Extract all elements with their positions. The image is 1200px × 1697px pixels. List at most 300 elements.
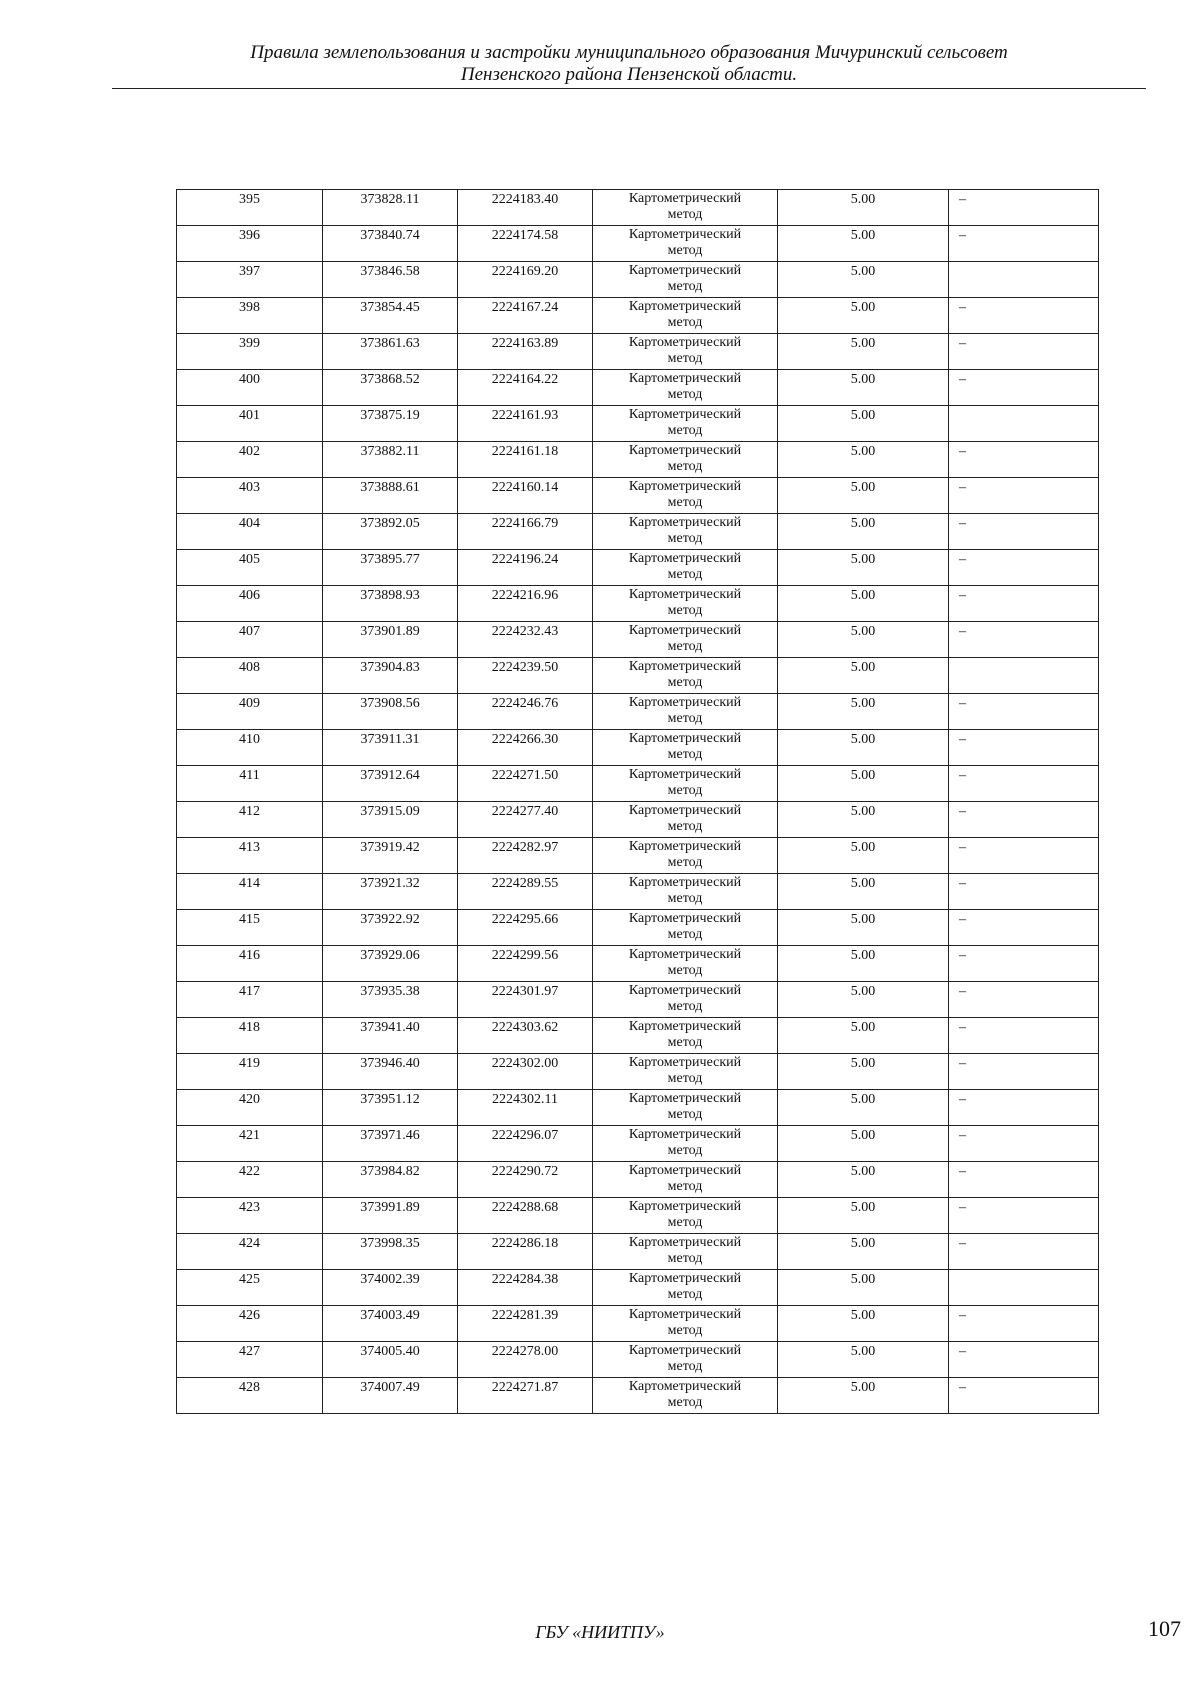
header-line-2: Пензенского района Пензенской области. [460, 64, 798, 85]
note-cell: – [949, 370, 1099, 406]
method-line-2: метод [667, 963, 703, 978]
table-row [177, 694, 1099, 730]
method-line-2: метод [667, 531, 703, 546]
method-line-2: метод [667, 1143, 703, 1158]
point-number-cell: 406 [177, 586, 323, 622]
point-number-cell: 395 [177, 190, 323, 226]
method-cell [593, 1126, 778, 1162]
x-coordinate-cell: 373901.89 [323, 622, 458, 658]
accuracy-cell: 5.00 [778, 874, 949, 910]
table-row [177, 658, 1099, 694]
note-cell: – [949, 838, 1099, 874]
x-coordinate-cell: 373868.52 [323, 370, 458, 406]
x-coordinate-cell: 373892.05 [323, 514, 458, 550]
note-cell: – [949, 550, 1099, 586]
x-coordinate-cell: 373912.64 [323, 766, 458, 802]
method-cell [593, 442, 778, 478]
accuracy-cell: 5.00 [778, 586, 949, 622]
method-line-2: метод [667, 459, 703, 474]
method-cell [593, 622, 778, 658]
point-number-cell: 425 [177, 1270, 323, 1306]
footer-organization: ГБУ «НИИТПУ» [535, 1622, 665, 1642]
note-cell: – [949, 1018, 1099, 1054]
method-line-2: метод [667, 495, 703, 510]
point-number-cell: 413 [177, 838, 323, 874]
method-line-1: Картометрический [628, 911, 742, 926]
point-number-cell: 423 [177, 1198, 323, 1234]
method-line-1: Картометрический [628, 695, 742, 710]
header-line-1: Правила землепользования и застройки муниципального образования Мичуринский сельсовет [250, 42, 1008, 63]
accuracy-cell: 5.00 [778, 442, 949, 478]
point-number-cell: 411 [177, 766, 323, 802]
table-row [177, 334, 1099, 370]
x-coordinate-cell: 373998.35 [323, 1234, 458, 1270]
table-row [177, 298, 1099, 334]
method-line-1: Картометрический [628, 1019, 742, 1034]
method-line-2: метод [667, 1323, 703, 1338]
point-number-cell: 404 [177, 514, 323, 550]
method-cell [593, 874, 778, 910]
method-line-1: Картометрический [628, 947, 742, 962]
note-cell [949, 658, 1099, 694]
accuracy-cell: 5.00 [778, 262, 949, 298]
method-cell [593, 1090, 778, 1126]
method-line-2: метод [667, 387, 703, 402]
accuracy-cell: 5.00 [778, 1270, 949, 1306]
point-number-cell: 399 [177, 334, 323, 370]
x-coordinate-cell: 373840.74 [323, 226, 458, 262]
method-line-1: Картометрический [628, 1307, 742, 1322]
method-line-1: Картометрический [628, 515, 742, 530]
method-line-2: метод [667, 351, 703, 366]
accuracy-cell: 5.00 [778, 838, 949, 874]
method-line-2: метод [667, 1359, 703, 1374]
note-cell: – [949, 1090, 1099, 1126]
table-row [177, 766, 1099, 802]
method-line-1: Картометрический [628, 839, 742, 854]
note-cell: – [949, 1054, 1099, 1090]
point-number-cell: 419 [177, 1054, 323, 1090]
point-number-cell: 420 [177, 1090, 323, 1126]
method-line-1: Картометрический [628, 803, 742, 818]
method-cell [593, 1198, 778, 1234]
y-coordinate-cell: 2224295.66 [458, 910, 593, 946]
note-cell: – [949, 622, 1099, 658]
method-cell [593, 298, 778, 334]
method-line-1: Картометрический [628, 1199, 742, 1214]
y-coordinate-cell: 2224271.87 [458, 1378, 593, 1414]
table-row [177, 406, 1099, 442]
x-coordinate-cell: 374002.39 [323, 1270, 458, 1306]
x-coordinate-cell: 373882.11 [323, 442, 458, 478]
note-cell: – [949, 442, 1099, 478]
x-coordinate-cell: 373875.19 [323, 406, 458, 442]
note-cell: – [949, 1162, 1099, 1198]
method-cell [593, 658, 778, 694]
note-cell: – [949, 478, 1099, 514]
table-row [177, 550, 1099, 586]
method-line-1: Картометрический [628, 1343, 742, 1358]
point-number-cell: 409 [177, 694, 323, 730]
x-coordinate-cell: 373921.32 [323, 874, 458, 910]
method-line-1: Картометрический [628, 407, 742, 422]
method-cell [593, 694, 778, 730]
table-row [177, 370, 1099, 406]
point-number-cell: 426 [177, 1306, 323, 1342]
method-cell [593, 334, 778, 370]
method-line-2: метод [667, 1179, 703, 1194]
accuracy-cell: 5.00 [778, 370, 949, 406]
accuracy-cell: 5.00 [778, 694, 949, 730]
method-line-2: метод [667, 279, 703, 294]
method-cell [593, 1054, 778, 1090]
x-coordinate-cell: 373984.82 [323, 1162, 458, 1198]
note-cell: – [949, 1234, 1099, 1270]
method-line-1: Картометрический [628, 335, 742, 350]
y-coordinate-cell: 2224246.76 [458, 694, 593, 730]
point-number-cell: 398 [177, 298, 323, 334]
y-coordinate-cell: 2224164.22 [458, 370, 593, 406]
x-coordinate-cell: 373922.92 [323, 910, 458, 946]
point-number-cell: 401 [177, 406, 323, 442]
method-line-1: Картометрический [628, 263, 742, 278]
table-row [177, 874, 1099, 910]
note-cell: – [949, 1342, 1099, 1378]
table-row [177, 1270, 1099, 1306]
accuracy-cell: 5.00 [778, 1234, 949, 1270]
note-cell: – [949, 982, 1099, 1018]
point-number-cell: 400 [177, 370, 323, 406]
method-cell [593, 586, 778, 622]
point-number-cell: 408 [177, 658, 323, 694]
method-cell [593, 1306, 778, 1342]
table-row [177, 1198, 1099, 1234]
method-line-1: Картометрический [628, 767, 742, 782]
y-coordinate-cell: 2224239.50 [458, 658, 593, 694]
method-line-1: Картометрический [628, 659, 742, 674]
accuracy-cell: 5.00 [778, 550, 949, 586]
point-number-cell: 416 [177, 946, 323, 982]
point-number-cell: 412 [177, 802, 323, 838]
note-cell [949, 406, 1099, 442]
method-cell [593, 1234, 778, 1270]
coordinates-table-body [177, 190, 1099, 1414]
method-cell [593, 1270, 778, 1306]
y-coordinate-cell: 2224296.07 [458, 1126, 593, 1162]
table-row [177, 910, 1099, 946]
y-coordinate-cell: 2224299.56 [458, 946, 593, 982]
note-cell: – [949, 874, 1099, 910]
point-number-cell: 421 [177, 1126, 323, 1162]
table-row [177, 442, 1099, 478]
x-coordinate-cell: 373898.93 [323, 586, 458, 622]
point-number-cell: 414 [177, 874, 323, 910]
x-coordinate-cell: 373971.46 [323, 1126, 458, 1162]
x-coordinate-cell: 373941.40 [323, 1018, 458, 1054]
point-number-cell: 396 [177, 226, 323, 262]
method-line-1: Картометрический [628, 191, 742, 206]
accuracy-cell: 5.00 [778, 1342, 949, 1378]
method-line-1: Картометрический [628, 587, 742, 602]
page-number: 107 [1148, 1616, 1181, 1641]
x-coordinate-cell: 373946.40 [323, 1054, 458, 1090]
method-line-2: метод [667, 1251, 703, 1266]
method-line-1: Картометрический [628, 1127, 742, 1142]
x-coordinate-cell: 373895.77 [323, 550, 458, 586]
accuracy-cell: 5.00 [778, 1306, 949, 1342]
table-row [177, 262, 1099, 298]
note-cell: – [949, 190, 1099, 226]
y-coordinate-cell: 2224174.58 [458, 226, 593, 262]
method-line-2: метод [667, 819, 703, 834]
x-coordinate-cell: 373908.56 [323, 694, 458, 730]
y-coordinate-cell: 2224288.68 [458, 1198, 593, 1234]
accuracy-cell: 5.00 [778, 802, 949, 838]
accuracy-cell: 5.00 [778, 766, 949, 802]
accuracy-cell: 5.00 [778, 730, 949, 766]
note-cell: – [949, 910, 1099, 946]
y-coordinate-cell: 2224301.97 [458, 982, 593, 1018]
x-coordinate-cell: 373935.38 [323, 982, 458, 1018]
method-cell [593, 730, 778, 766]
table-row [177, 478, 1099, 514]
y-coordinate-cell: 2224232.43 [458, 622, 593, 658]
accuracy-cell: 5.00 [778, 190, 949, 226]
y-coordinate-cell: 2224281.39 [458, 1306, 593, 1342]
note-cell [949, 262, 1099, 298]
table-row [177, 622, 1099, 658]
method-line-1: Картометрический [628, 1163, 742, 1178]
method-line-2: метод [667, 639, 703, 654]
method-line-1: Картометрический [628, 299, 742, 314]
point-number-cell: 427 [177, 1342, 323, 1378]
accuracy-cell: 5.00 [778, 910, 949, 946]
x-coordinate-cell: 373888.61 [323, 478, 458, 514]
note-cell: – [949, 586, 1099, 622]
note-cell: – [949, 946, 1099, 982]
method-line-1: Картометрический [628, 731, 742, 746]
x-coordinate-cell: 374005.40 [323, 1342, 458, 1378]
y-coordinate-cell: 2224216.96 [458, 586, 593, 622]
accuracy-cell: 5.00 [778, 1198, 949, 1234]
method-line-1: Картометрический [628, 983, 742, 998]
note-cell: – [949, 730, 1099, 766]
method-line-2: метод [667, 927, 703, 942]
accuracy-cell: 5.00 [778, 226, 949, 262]
y-coordinate-cell: 2224160.14 [458, 478, 593, 514]
table-row [177, 1162, 1099, 1198]
point-number-cell: 422 [177, 1162, 323, 1198]
page-header [112, 42, 1146, 89]
point-number-cell: 402 [177, 442, 323, 478]
accuracy-cell: 5.00 [778, 478, 949, 514]
method-line-2: метод [667, 1035, 703, 1050]
x-coordinate-cell: 373915.09 [323, 802, 458, 838]
table-row [177, 1054, 1099, 1090]
method-cell [593, 766, 778, 802]
method-cell [593, 1342, 778, 1378]
point-number-cell: 405 [177, 550, 323, 586]
table-row [177, 1090, 1099, 1126]
point-number-cell: 397 [177, 262, 323, 298]
method-line-1: Картометрический [628, 551, 742, 566]
y-coordinate-cell: 2224302.00 [458, 1054, 593, 1090]
accuracy-cell: 5.00 [778, 1126, 949, 1162]
note-cell [949, 1270, 1099, 1306]
note-cell: – [949, 1378, 1099, 1414]
x-coordinate-cell: 373846.58 [323, 262, 458, 298]
y-coordinate-cell: 2224196.24 [458, 550, 593, 586]
y-coordinate-cell: 2224266.30 [458, 730, 593, 766]
table-row [177, 1378, 1099, 1414]
y-coordinate-cell: 2224278.00 [458, 1342, 593, 1378]
y-coordinate-cell: 2224284.38 [458, 1270, 593, 1306]
method-line-2: метод [667, 891, 703, 906]
accuracy-cell: 5.00 [778, 1090, 949, 1126]
method-line-1: Картометрический [628, 623, 742, 638]
table-row [177, 982, 1099, 1018]
x-coordinate-cell: 373828.11 [323, 190, 458, 226]
method-cell [593, 190, 778, 226]
method-line-1: Картометрический [628, 1379, 742, 1394]
accuracy-cell: 5.00 [778, 1018, 949, 1054]
method-line-2: метод [667, 711, 703, 726]
method-line-1: Картометрический [628, 443, 742, 458]
point-number-cell: 403 [177, 478, 323, 514]
method-line-2: метод [667, 207, 703, 222]
note-cell: – [949, 1306, 1099, 1342]
x-coordinate-cell: 374007.49 [323, 1378, 458, 1414]
x-coordinate-cell: 373911.31 [323, 730, 458, 766]
point-number-cell: 415 [177, 910, 323, 946]
x-coordinate-cell: 373991.89 [323, 1198, 458, 1234]
y-coordinate-cell: 2224282.97 [458, 838, 593, 874]
x-coordinate-cell: 373904.83 [323, 658, 458, 694]
accuracy-cell: 5.00 [778, 982, 949, 1018]
table-row [177, 190, 1099, 226]
y-coordinate-cell: 2224286.18 [458, 1234, 593, 1270]
method-cell [593, 1162, 778, 1198]
x-coordinate-cell: 373951.12 [323, 1090, 458, 1126]
point-number-cell: 418 [177, 1018, 323, 1054]
table-row [177, 946, 1099, 982]
table-row [177, 1306, 1099, 1342]
method-cell [593, 1018, 778, 1054]
x-coordinate-cell: 373929.06 [323, 946, 458, 982]
table-row [177, 586, 1099, 622]
method-line-2: метод [667, 1071, 703, 1086]
y-coordinate-cell: 2224163.89 [458, 334, 593, 370]
method-cell [593, 946, 778, 982]
method-line-2: метод [667, 783, 703, 798]
method-line-1: Картометрический [628, 1091, 742, 1106]
method-cell [593, 982, 778, 1018]
x-coordinate-cell: 373861.63 [323, 334, 458, 370]
accuracy-cell: 5.00 [778, 946, 949, 982]
method-line-1: Картометрический [628, 371, 742, 386]
accuracy-cell: 5.00 [778, 622, 949, 658]
accuracy-cell: 5.00 [778, 1162, 949, 1198]
method-cell [593, 802, 778, 838]
method-line-1: Картометрический [628, 479, 742, 494]
note-cell: – [949, 694, 1099, 730]
y-coordinate-cell: 2224183.40 [458, 190, 593, 226]
method-line-2: метод [667, 567, 703, 582]
method-line-2: метод [667, 1215, 703, 1230]
method-cell [593, 370, 778, 406]
method-line-2: метод [667, 1107, 703, 1122]
x-coordinate-cell: 373919.42 [323, 838, 458, 874]
x-coordinate-cell: 373854.45 [323, 298, 458, 334]
method-line-2: метод [667, 243, 703, 258]
method-line-2: метод [667, 315, 703, 330]
x-coordinate-cell: 374003.49 [323, 1306, 458, 1342]
table-row [177, 226, 1099, 262]
y-coordinate-cell: 2224167.24 [458, 298, 593, 334]
note-cell: – [949, 334, 1099, 370]
accuracy-cell: 5.00 [778, 406, 949, 442]
method-line-1: Картометрический [628, 227, 742, 242]
method-cell [593, 838, 778, 874]
method-cell [593, 406, 778, 442]
y-coordinate-cell: 2224290.72 [458, 1162, 593, 1198]
method-cell [593, 910, 778, 946]
table-row [177, 1126, 1099, 1162]
point-number-cell: 407 [177, 622, 323, 658]
coordinates-table [176, 189, 1099, 1414]
table-row [177, 802, 1099, 838]
note-cell: – [949, 766, 1099, 802]
y-coordinate-cell: 2224302.11 [458, 1090, 593, 1126]
accuracy-cell: 5.00 [778, 1054, 949, 1090]
accuracy-cell: 5.00 [778, 298, 949, 334]
method-cell [593, 514, 778, 550]
point-number-cell: 410 [177, 730, 323, 766]
method-cell [593, 550, 778, 586]
y-coordinate-cell: 2224161.93 [458, 406, 593, 442]
method-line-2: метод [667, 423, 703, 438]
accuracy-cell: 5.00 [778, 1378, 949, 1414]
method-line-2: метод [667, 675, 703, 690]
method-cell [593, 226, 778, 262]
y-coordinate-cell: 2224166.79 [458, 514, 593, 550]
method-line-1: Картометрический [628, 1235, 742, 1250]
method-line-1: Картометрический [628, 1055, 742, 1070]
method-line-2: метод [667, 1395, 703, 1410]
y-coordinate-cell: 2224277.40 [458, 802, 593, 838]
accuracy-cell: 5.00 [778, 334, 949, 370]
table-row [177, 1234, 1099, 1270]
point-number-cell: 417 [177, 982, 323, 1018]
method-cell [593, 262, 778, 298]
method-line-2: метод [667, 999, 703, 1014]
note-cell: – [949, 1198, 1099, 1234]
note-cell: – [949, 1126, 1099, 1162]
note-cell: – [949, 514, 1099, 550]
y-coordinate-cell: 2224169.20 [458, 262, 593, 298]
accuracy-cell: 5.00 [778, 658, 949, 694]
note-cell: – [949, 226, 1099, 262]
y-coordinate-cell: 2224303.62 [458, 1018, 593, 1054]
table-row [177, 730, 1099, 766]
table-row [177, 514, 1099, 550]
method-line-2: метод [667, 603, 703, 618]
table-row [177, 838, 1099, 874]
y-coordinate-cell: 2224289.55 [458, 874, 593, 910]
note-cell: – [949, 802, 1099, 838]
point-number-cell: 428 [177, 1378, 323, 1414]
y-coordinate-cell: 2224161.18 [458, 442, 593, 478]
